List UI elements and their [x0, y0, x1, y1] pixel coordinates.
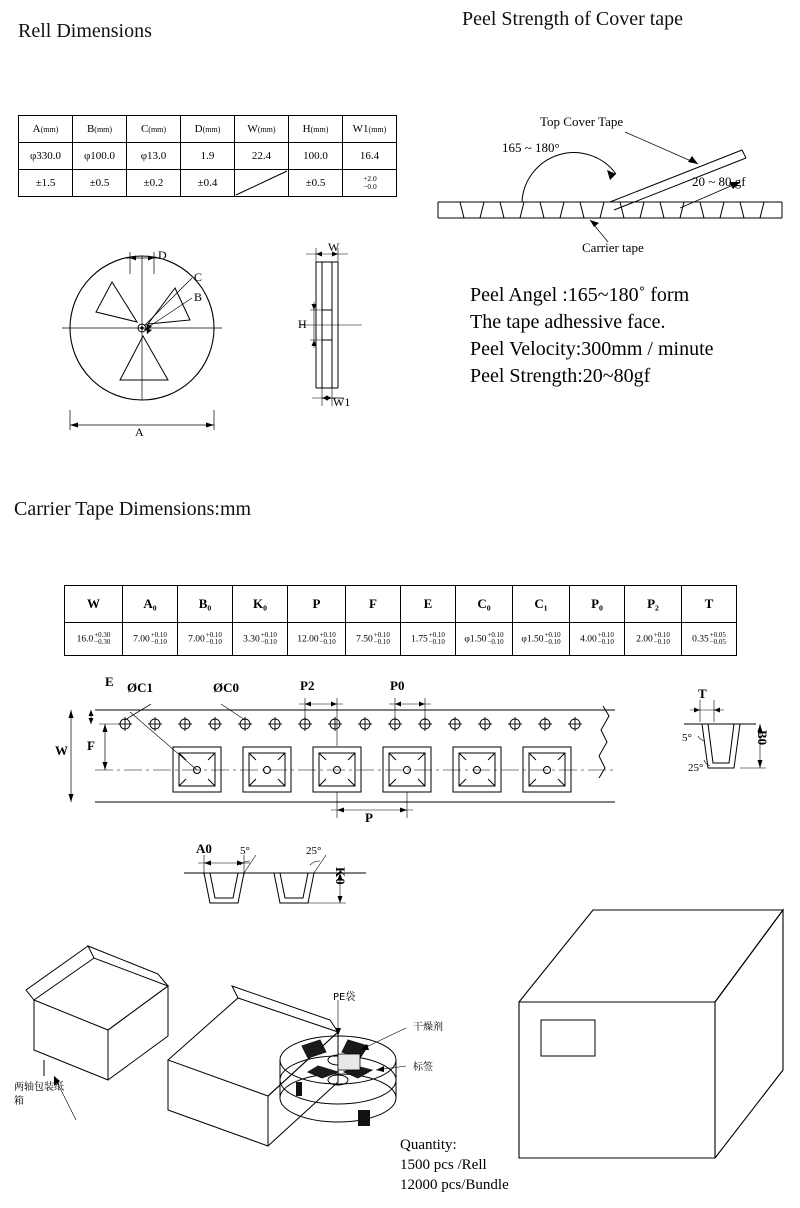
- b0-tol-minus: −0.10: [205, 638, 222, 646]
- cell-c0-value: [456, 623, 513, 656]
- reel-dimensions-table: [18, 115, 397, 197]
- e-tol-plus: +0.10: [428, 630, 445, 639]
- cell-h-nominal: 100.0: [289, 143, 343, 170]
- c1-tol-plus: +0.10: [544, 630, 561, 639]
- peel-strength-heading: Peel Strength of Cover tape: [462, 8, 684, 30]
- table-header-row: [65, 586, 737, 623]
- cell-d-tolerance: ±0.4: [181, 170, 235, 197]
- cell-a-nominal: φ330.0: [19, 143, 73, 170]
- f-tol-minus: −0.10: [373, 638, 390, 646]
- col-header-c1: C₁: [513, 586, 570, 623]
- reel-label-a: A: [135, 425, 144, 439]
- carrier-tape-label: Carrier tape: [582, 240, 644, 255]
- b0-nominal: 7.00: [188, 634, 205, 644]
- col-header-e: E: [401, 586, 456, 623]
- p0-tol-minus: −0.10: [597, 638, 614, 646]
- k0-nominal: 3.30: [243, 634, 260, 644]
- reel-dimensions-heading: Rell Dimensions: [18, 20, 152, 42]
- peel-spec-face: The tape adhessive face.: [470, 311, 666, 333]
- w-tol-minus: −0.30: [94, 638, 111, 646]
- w1-tol-plus: +2.0: [363, 174, 377, 184]
- cell-c-nominal: φ13.0: [127, 143, 181, 170]
- cell-w1-nominal: 16.4: [343, 143, 397, 170]
- p2-tol-minus: −0.10: [653, 638, 670, 646]
- e-nominal: 1.75: [411, 634, 428, 644]
- reel-label-c: C: [194, 270, 203, 284]
- col-header-b0: B₀: [178, 586, 233, 623]
- pe-bag-label: PE袋: [333, 992, 356, 1003]
- col-header-w: W(mm): [235, 116, 289, 143]
- carrier-label-angle5-section: 5°: [240, 845, 250, 857]
- t-tol-plus: +0.05: [709, 630, 726, 639]
- col-header-p0: P₀: [570, 586, 625, 623]
- table-row: [65, 623, 737, 656]
- w1-tol-minus: −0.0: [363, 182, 377, 191]
- carrier-tape-plan-drawing: [55, 674, 635, 825]
- reel-front-view-drawing: [40, 240, 270, 445]
- peel-strength-diagram: [430, 110, 790, 270]
- carrier-label-p0: P0: [390, 678, 405, 693]
- peel-spec-angle: Peel Angel :165~180˚ form: [470, 284, 690, 306]
- col-header-k0: K₀: [233, 586, 288, 623]
- peel-angle-label: 165 ~ 180°: [502, 140, 560, 155]
- col-header-p2: P₂: [625, 586, 682, 623]
- c1-tol-minus: −0.10: [544, 638, 561, 646]
- cell-a-tolerance: ±1.5: [19, 170, 73, 197]
- cell-w-value: [65, 623, 123, 656]
- reel-side-label-w: W: [328, 240, 340, 254]
- col-header-d: D(mm): [181, 116, 235, 143]
- carrier-label-w: W: [55, 743, 68, 758]
- carrier-tape-section-drawing: [180, 841, 370, 925]
- carrier-label-p2: P2: [300, 678, 315, 693]
- carrier-label-k0: K0: [333, 867, 348, 886]
- reel-side-label-h: H: [298, 317, 307, 331]
- k0-tol-minus: −0.10: [260, 638, 277, 646]
- carrier-label-c0: ØC0: [213, 680, 239, 695]
- cell-a0-value: [123, 623, 178, 656]
- w-nominal: 16.0: [76, 634, 94, 644]
- cell-c1-value: [513, 623, 570, 656]
- carrier-tape-table: [64, 585, 737, 656]
- wrap-paper-label-1: 两轴包装纸: [14, 1082, 64, 1093]
- t-nominal: 0.35: [692, 634, 709, 644]
- f-tol-plus: +0.10: [373, 630, 390, 639]
- c0-tol-minus: −0.10: [487, 638, 504, 646]
- cell-p-value: [288, 623, 346, 656]
- c0-nominal: φ1.50: [464, 634, 487, 644]
- quantity-title: Quantity:: [400, 1137, 457, 1153]
- top-cover-tape-label: Top Cover Tape: [540, 114, 624, 129]
- k0-tol-plus: +0.10: [260, 630, 277, 639]
- col-header-a0: A₀: [123, 586, 178, 623]
- p-tol-minus: −0.10: [319, 638, 336, 646]
- col-header-p: P: [288, 586, 346, 623]
- carrier-label-c1: ØC1: [127, 680, 153, 695]
- cell-f-value: [346, 623, 401, 656]
- col-header-w1: W1(mm): [343, 116, 397, 143]
- desiccant-label: 干燥剂: [413, 1022, 443, 1033]
- cell-b0-value: [178, 623, 233, 656]
- label-sticker-label: 标签: [413, 1062, 433, 1073]
- col-header-h: H(mm): [289, 116, 343, 143]
- p-tol-plus: +0.10: [319, 630, 336, 639]
- col-header-c: C(mm): [127, 116, 181, 143]
- table-row: [19, 170, 397, 197]
- col-header-a: A(mm): [19, 116, 73, 143]
- a0-tol-minus: −0.10: [150, 638, 167, 646]
- c0-tol-plus: +0.10: [487, 630, 504, 639]
- unit-a: (mm): [40, 125, 59, 134]
- cell-b-nominal: φ100.0: [73, 143, 127, 170]
- cell-c-tolerance: ±0.2: [127, 170, 181, 197]
- p2-tol-plus: +0.10: [653, 630, 670, 639]
- quantity-per-bundle: 12000 pcs/Bundle: [400, 1177, 509, 1193]
- unit-c: (mm): [148, 125, 167, 134]
- col-header-f: F: [346, 586, 401, 623]
- carrier-label-t: T: [698, 686, 707, 701]
- carrier-label-angle5-cross: 5°: [682, 732, 692, 744]
- carrier-label-e: E: [105, 674, 114, 689]
- p2-nominal: 2.00: [636, 634, 653, 644]
- cell-b-tolerance: ±0.5: [73, 170, 127, 197]
- cell-w1-tolerance: [343, 170, 397, 197]
- carrier-label-b0: B0: [755, 730, 770, 746]
- peel-spec-velocity: Peel Velocity:300mm / minute: [470, 338, 714, 360]
- unit-b: (mm): [94, 125, 113, 134]
- f-nominal: 7.50: [356, 634, 373, 644]
- col-header-b: B(mm): [73, 116, 127, 143]
- cell-e-value: [401, 623, 456, 656]
- reel-label-d: D: [158, 248, 167, 262]
- quantity-per-reel: 1500 pcs /Rell: [400, 1157, 487, 1173]
- carton-illustration: [505, 890, 785, 1170]
- carrier-label-angle25-cross: 25°: [688, 762, 704, 774]
- table-header-row: [19, 116, 397, 143]
- cell-w-nominal: 22.4: [235, 143, 289, 170]
- table-row: [19, 143, 397, 170]
- a0-tol-plus: +0.10: [150, 630, 167, 639]
- unit-d: (mm): [202, 125, 221, 134]
- col-header-t: T: [682, 586, 737, 623]
- unit-w1: (mm): [368, 125, 387, 134]
- carrier-label-p: P: [365, 810, 373, 825]
- p-nominal: 12.00: [297, 634, 319, 644]
- cell-p2-value: [625, 623, 682, 656]
- cell-h-tolerance: ±0.5: [289, 170, 343, 197]
- carrier-tape-cross-section-drawing: [680, 686, 780, 810]
- carrier-tape-heading: Carrier Tape Dimensions:mm: [14, 498, 252, 520]
- cell-d-nominal: 1.9: [181, 143, 235, 170]
- b0-tol-plus: +0.10: [205, 630, 222, 639]
- unit-w: (mm): [257, 125, 276, 134]
- reel-label-b: B: [194, 290, 203, 304]
- col-header-c0: C₀: [456, 586, 513, 623]
- p0-nominal: 4.00: [580, 634, 597, 644]
- w-tol-plus: +0.30: [94, 630, 111, 639]
- carrier-label-angle25-section: 25°: [306, 845, 322, 857]
- unit-h: (mm): [310, 125, 329, 134]
- c1-nominal: φ1.50: [521, 634, 544, 644]
- peel-specs-list: [470, 282, 714, 390]
- wrap-paper-label-2: 箱: [14, 1096, 24, 1107]
- cell-k0-value: [233, 623, 288, 656]
- peel-force-label: 20 ~ 80 gf: [692, 174, 746, 189]
- t-tol-minus: −0.05: [709, 638, 726, 646]
- col-header-w: W: [65, 586, 123, 623]
- carrier-label-f: F: [87, 738, 95, 753]
- cell-t-value: [682, 623, 737, 656]
- reel-side-view-drawing: [270, 240, 400, 425]
- cell-w-tolerance-empty: [235, 170, 289, 197]
- carrier-label-a0: A0: [196, 841, 212, 856]
- reel-side-label-w1: W1: [333, 395, 351, 409]
- quantity-block: [400, 1135, 509, 1195]
- peel-spec-strength: Peel Strength:20~80gf: [470, 365, 651, 387]
- p0-tol-plus: +0.10: [597, 630, 614, 639]
- e-tol-minus: −0.10: [428, 638, 445, 646]
- a0-nominal: 7.00: [133, 634, 150, 644]
- cell-p0-value: [570, 623, 625, 656]
